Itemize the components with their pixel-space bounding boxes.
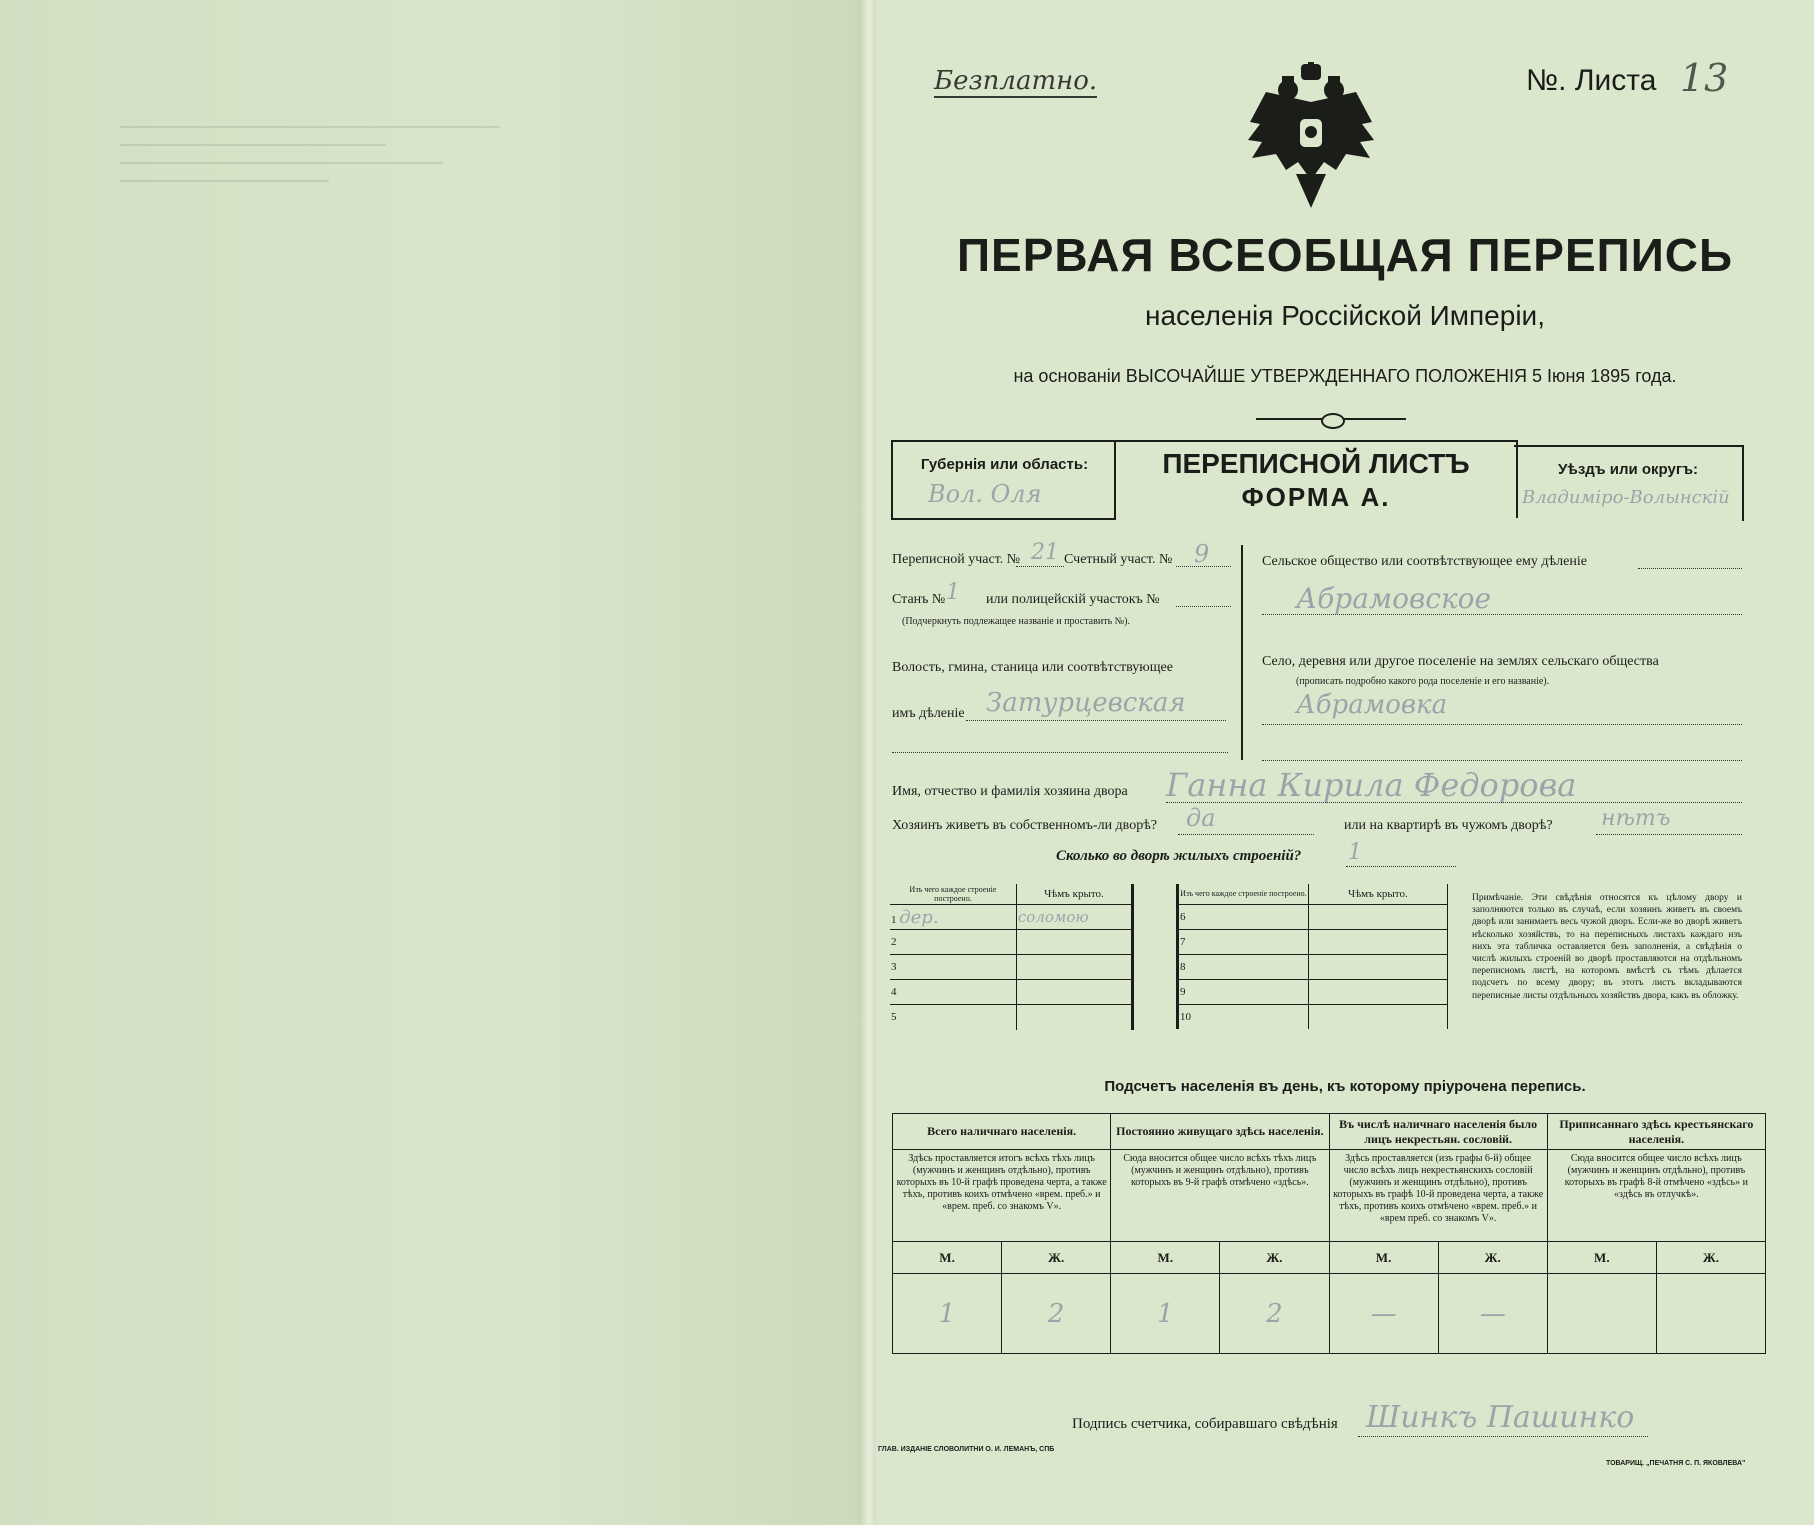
census-form-page — [876, 0, 1814, 1525]
col-built-header: Изъ чего каждое строеніе построено. — [890, 884, 1016, 905]
signature-label: Подпись счетчика, собиравшаго свѣдѣнія — [1072, 1416, 1338, 1432]
sheet-title-box — [1114, 440, 1518, 518]
stan-value: 1 — [946, 580, 960, 605]
province-box — [891, 440, 1116, 520]
district-box — [1514, 445, 1744, 521]
volost-value: Затурцевская — [986, 688, 1186, 718]
own-yard-label: Хозяинъ живетъ въ собственномъ-ли дворѣ? — [892, 818, 1158, 833]
ornament-center — [1321, 413, 1345, 429]
col-built-header-2: Изъ чего каждое строеніе построено. — [1178, 884, 1309, 904]
building-row: 6 — [1178, 904, 1448, 929]
count-col-present-desc: Здѣсь проставляется итогъ всѣхъ тѣхъ лицъ (мужчинъ и женщинъ отдѣльно), противъ которыхъ въ 10-й графѣ проведена черта, а также тѣхъ, противъ коихъ отмѣчено «врем. преб.» и «врем. преб. со знакомъ V». — [893, 1150, 1111, 1242]
col-roof-header: Чѣмъ крыто. — [1016, 884, 1132, 905]
owner-name-value: Ганна Кирила Федорова — [1166, 766, 1577, 804]
form-label: ФОРМА А. — [1241, 482, 1391, 512]
sheet-title: ПЕРЕПИСНОЙ ЛИСТЪ — [1162, 448, 1470, 479]
fields-column-divider — [1241, 545, 1243, 760]
stan-label: Станъ № — [892, 592, 946, 607]
count-col-present-title: Всего наличнаго населенія. — [893, 1114, 1111, 1150]
count-col-nonpeasant-title: Въ числѣ наличнаго населенія было лицъ некрестьян. сословій. — [1329, 1114, 1547, 1150]
male-header: М. — [1547, 1242, 1656, 1274]
sheet-number-value: 13 — [1680, 56, 1729, 100]
double-headed-eagle-emblem — [1246, 62, 1376, 212]
left-page-blank — [0, 0, 870, 1525]
registered-male-value — [1547, 1274, 1656, 1354]
society-label: Сельское общество или соотвѣтствующее ему дѣленіе — [1262, 554, 1587, 569]
volost-line — [966, 720, 1226, 721]
form-subtitle: населенія Россійской Имперіи, — [1145, 300, 1545, 331]
present-female-value: 2 — [1002, 1274, 1111, 1354]
registered-female-value — [1656, 1274, 1765, 1354]
police-section-line — [1176, 606, 1231, 607]
buildings-count-value: 1 — [1348, 840, 1362, 865]
printer-imprint-left: ГЛАВ. ИЗДАНІЕ СЛОВОЛИТНИ О. И. ЛЕМАНЪ, СПБ — [878, 1446, 1055, 1453]
buildings-table-right — [1176, 884, 1448, 1029]
province-value: Вол. Оля — [928, 480, 1042, 508]
form-main-title: ПЕРВАЯ ВСЕОБЩАЯ ПЕРЕПИСЬ — [956, 229, 1734, 281]
rented-label: или на квартирѣ въ чужомъ дворѣ? — [1344, 818, 1553, 833]
stan-note: (Подчеркнуть подлежащее названіе и проставить №). — [902, 616, 1130, 627]
census-section-label: Переписной участ. № — [892, 552, 1021, 567]
building-row: 10 — [1178, 1004, 1448, 1029]
building-row: 8 — [1178, 954, 1448, 979]
village-extra-line — [1262, 760, 1742, 761]
female-header: Ж. — [1220, 1242, 1329, 1274]
counting-section-value: 9 — [1194, 540, 1210, 568]
volost-label-line1: Волость, гмина, станица или соотвѣтствующее — [892, 660, 1173, 675]
count-col-nonpeasant-desc: Здѣсь проставляется (изъ графы 6-й) общее число всѣхъ лицъ некрестьянскихъ сословій (мужчинъ и женщинъ отдѣльно), противъ которыхъ въ графѣ 10-й проведена черта, а также тѣхъ, противъ коихъ отмѣчено «врем. преб.» и «врем преб. со знакомъ V». — [1329, 1150, 1547, 1242]
owner-name-line — [1166, 802, 1742, 803]
present-male-value: 1 — [893, 1274, 1002, 1354]
buildings-count-label: Сколько во дворѣ жилыхъ строеній? — [1056, 848, 1302, 864]
male-header: М. — [1329, 1242, 1438, 1274]
count-col-resident-desc: Сюда вносится общее число всѣхъ тѣхъ лицъ (мужчинъ и женщинъ отдѣльно), противъ которыхъ въ 9-й графѣ отмѣчено «здѣсь». — [1111, 1150, 1329, 1242]
nonpeasant-male-value: — — [1329, 1274, 1438, 1354]
own-yard-value: да — [1186, 804, 1216, 832]
society-value: Абрамовское — [1296, 582, 1492, 615]
buildings-note: Примѣчаніе. Эти свѣдѣнія относятся къ цѣлому двору и заполняются только въ случаѣ, если хозяинъ живетъ въ своемъ дворѣ или занимаетъ весь чужой дворъ. Если-же во дворѣ живетъ нѣсколько хозяйствъ, то на переписныхъ листахъ каждаго изъ нихъ эта табличка оставляется безъ заполненія, а свѣдѣнія о числѣ жилыхъ строеній во дворѣ проставляются на отдѣльномъ переписномъ листѣ, на которомъ вмѣстѣ съ тѣмъ дѣлается подсчетъ по всему двору; въ этотъ листъ вкладываются переписные листы отдѣльныхъ хозяйствъ двора, какъ въ обложку. — [1472, 893, 1742, 1001]
bleed-through-text — [120, 110, 500, 250]
building-row: 7 — [1178, 929, 1448, 954]
counting-section-label: Счетный участ. № — [1064, 552, 1173, 567]
population-count-table — [892, 1113, 1766, 1354]
printer-imprint-right: ТОВАРИЩ. „ПЕЧАТНЯ С. П. ЯКОВЛЕВА" — [1606, 1460, 1746, 1467]
sheet-number-label: №. Листа — [1526, 64, 1657, 97]
rented-line — [1596, 834, 1742, 835]
volost-extra-line — [892, 752, 1228, 753]
census-section-line — [1016, 566, 1064, 567]
own-yard-line — [1178, 834, 1314, 835]
form-legal-basis: на основаніи ВЫСОЧАЙШЕ УТВЕРЖДЕННАГО ПОЛОЖЕНІЯ 5 Іюня 1895 года. — [1013, 366, 1677, 386]
building-row: 4 — [890, 980, 1133, 1005]
village-label: Село, деревня или другое поселеніе на землях сельскаго общества — [1262, 654, 1659, 669]
counting-section-line — [1176, 566, 1231, 567]
building-1-built: дер. — [899, 906, 939, 928]
resident-female-value: 2 — [1220, 1274, 1329, 1354]
census-section-value: 21 — [1031, 540, 1059, 565]
male-header: М. — [893, 1242, 1002, 1274]
free-label: Безплатно. — [934, 66, 1098, 96]
society-value-line — [1262, 614, 1742, 615]
village-note: (прописать подробно какого рода поселеніе и его названіе). — [1296, 676, 1550, 687]
village-value: Абрамовка — [1296, 690, 1448, 720]
province-label: Губернія или область: — [920, 456, 1089, 473]
population-count-heading: Подсчетъ населенія въ день, къ которому пріурочена перепись. — [1104, 1078, 1586, 1095]
volost-label-line2: имъ дѣленіе — [892, 706, 965, 721]
enumerator-signature: Шинкъ Пашинко — [1366, 1400, 1635, 1435]
building-row: 2 — [890, 930, 1133, 955]
building-row: 1 дер. соломою — [890, 905, 1133, 930]
count-col-resident-title: Постоянно живущаго здѣсь населенія. — [1111, 1114, 1329, 1150]
building-row: 9 — [1178, 979, 1448, 1004]
nonpeasant-female-value: — — [1438, 1274, 1547, 1354]
village-line — [1262, 724, 1742, 725]
col-roof-header-2: Чѣмъ крыто. — [1308, 884, 1447, 904]
buildings-table-left — [890, 884, 1134, 1030]
owner-name-label: Имя, отчество и фамилія хозяина двора — [892, 784, 1128, 799]
building-row: 3 — [890, 955, 1133, 980]
resident-male-value: 1 — [1111, 1274, 1220, 1354]
society-line — [1638, 568, 1742, 569]
count-col-registered-title: Приписаннаго здѣсь крестьянскаго населенія. — [1547, 1114, 1765, 1150]
female-header: Ж. — [1002, 1242, 1111, 1274]
buildings-count-line — [1346, 866, 1456, 867]
district-value: Владиміро-Волынскій — [1522, 487, 1730, 508]
male-header: М. — [1111, 1242, 1220, 1274]
signature-line — [1358, 1436, 1648, 1437]
district-label: Уѣздъ или округъ: — [1557, 461, 1699, 478]
female-header: Ж. — [1656, 1242, 1765, 1274]
count-col-registered-desc: Сюда вносится общее число всѣхъ лицъ (мужчинъ и женщинъ отдѣльно), противъ которыхъ въ графѣ 8-й отмѣчено «здѣсь» и «здѣсь въ отлучкѣ». — [1547, 1150, 1765, 1242]
building-row: 5 — [890, 1005, 1133, 1030]
female-header: Ж. — [1438, 1242, 1547, 1274]
building-1-roof: соломою — [1017, 908, 1089, 926]
police-section-label: или полицейскій участокъ № — [986, 592, 1160, 607]
rented-value: нѣтъ — [1601, 806, 1671, 831]
